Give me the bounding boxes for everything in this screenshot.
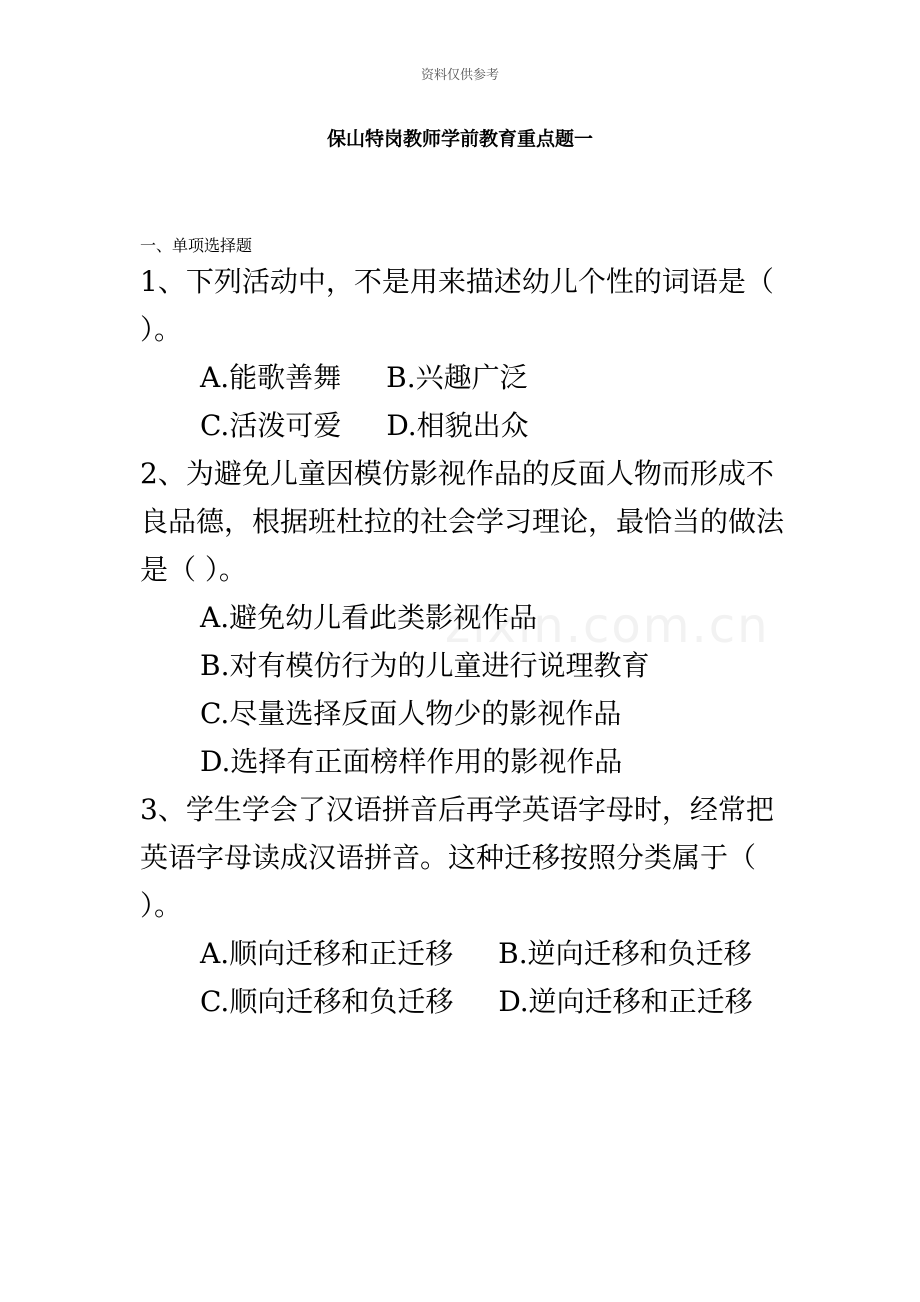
option-a: A.顺向迁移和正迁移 xyxy=(200,937,454,970)
question-stem: 3、学生学会了汉语拼音后再学英语字母时，经常把英语字母读成汉语拼音。这种迁移按照分类属于（ ）。 xyxy=(140,793,774,922)
question-3 xyxy=(140,786,790,1026)
option-b: B.逆向迁移和负迁移 xyxy=(498,937,752,970)
option-row xyxy=(140,354,790,402)
option-b: B.对有模仿行为的儿童进行说理教育 xyxy=(200,649,650,682)
option-c: C.尽量选择反面人物少的影视作品 xyxy=(200,697,622,730)
option-b: B.兴趣广泛 xyxy=(386,361,528,394)
option-d: D.选择有正面榜样作用的影视作品 xyxy=(200,745,623,778)
option-row xyxy=(140,978,790,1026)
option-row xyxy=(140,402,790,450)
question-stem: 1、下列活动中，不是用来描述幼儿个性的词语是（ ）。 xyxy=(140,265,774,346)
option-d: D.相貌出众 xyxy=(386,409,529,442)
question-2 xyxy=(140,450,790,786)
question-list xyxy=(140,258,790,1026)
section-heading: 一、单项选择题 xyxy=(140,236,253,255)
option-c: C.顺向迁移和负迁移 xyxy=(200,985,454,1018)
option-row xyxy=(140,930,790,978)
header-note: 资料仅供参考 xyxy=(420,68,499,83)
document-title: 保山特岗教师学前教育重点题一 xyxy=(326,128,593,150)
question-stem: 2、为避免儿童因模仿影视作品的反面人物而形成不良品德，根据班杜拉的社会学习理论，最恰当的做法是（ ）。 xyxy=(140,457,785,586)
option-a: A.避免幼儿看此类影视作品 xyxy=(200,601,538,634)
watermark: zixin.com.cn xyxy=(445,598,770,654)
option-c: C.活泼可爱 xyxy=(200,409,342,442)
question-1 xyxy=(140,258,790,450)
option-a: A.能歌善舞 xyxy=(200,361,342,394)
option-d: D.逆向迁移和正迁移 xyxy=(498,985,753,1018)
